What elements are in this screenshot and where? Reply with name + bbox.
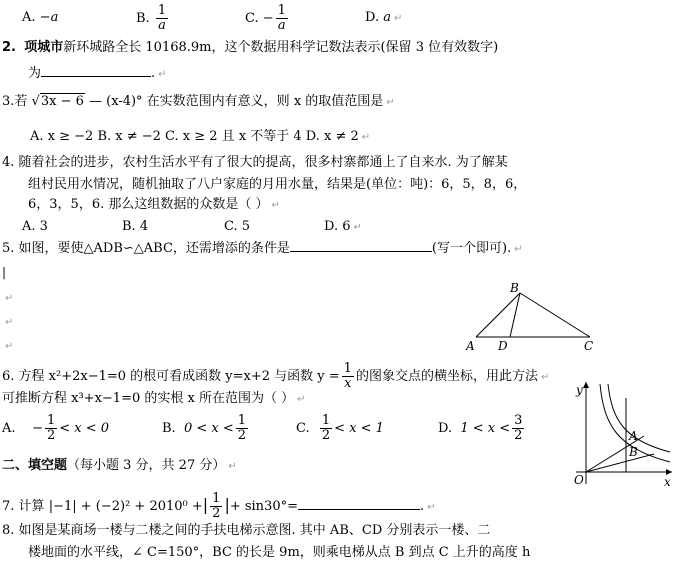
label-x: x: [664, 475, 671, 488]
question-3: 3.若 √3x − 6 — (x-4)° 在实数范围内有意义，则 x 的取值范围是 ↵: [2, 94, 395, 109]
label-b: B: [629, 445, 638, 459]
question-4-option-b: B. 4: [122, 219, 149, 234]
q1-option-d: D. a ↵: [365, 10, 403, 25]
question-2-line2: 为 . ↵: [28, 63, 167, 83]
question-6-option-c: C. $\frac{1}{2}$ < x < 1: [296, 413, 384, 443]
curve-2: [608, 384, 670, 452]
answer-blank-5[interactable]: [290, 238, 432, 252]
answer-blank-2[interactable]: [41, 63, 151, 77]
question-4-line3: 6，3，5，6. 那么这组数据的众数是（ ） ↵: [28, 197, 280, 212]
label-b: B: [510, 281, 519, 295]
y-axis-arrow: [583, 382, 589, 388]
question-4-line1: 4. 随着社会的进步，农村生活水平有了很大的提高，很多村寨都通上了自来水. 为了解某: [2, 155, 508, 170]
question-8-line2: 楼地面的水平线，∠ C=150°，BC 的长是 9m，则乘电梯从点 B 到点 C 上升的高度 h: [28, 545, 531, 560]
question-6-option-d: D. 1 < x < $\frac{3}{2}$: [438, 413, 523, 443]
label-a: A: [466, 339, 475, 353]
q1-option-a: A. −a: [22, 10, 59, 25]
function-graph-figure: [560, 378, 676, 488]
label-a: A: [629, 429, 638, 443]
question-6-line1: 6. 方程 x²+2x−1=0 的根可看成函数 y=x+2 与函数 y = $\frac{1}{x}$ 的图象交点的横坐标，用此方法 ↵: [2, 361, 550, 391]
question-2-line1: 2. 项城市新环城路全长 10168.9m，这个数据用科学记数法表示(保留 3 位有效数字): [2, 40, 499, 55]
question-5: 5. 如图，要使△ADB∽△ABC，还需增添的条件是 (写一个即可). ↵: [2, 238, 523, 258]
sqrt-sign: √: [31, 94, 40, 109]
segment-bd: [510, 293, 520, 337]
answer-blank-7[interactable]: [298, 496, 420, 510]
label-o: O: [574, 473, 584, 487]
para-mark: ↵: [5, 317, 14, 328]
question-6-line2: 可推断方程 x³+x−1=0 的实根 x 所在范围为（ ） ↵: [2, 391, 306, 406]
side-bc: [520, 293, 590, 337]
question-4-option-d: D. 6 ↵: [324, 219, 362, 234]
label-c: C: [584, 339, 594, 353]
para-mark: ↵: [5, 293, 14, 304]
question-4-line2: 组村民用水情况，随机抽取了八户家庭的月用水量，结果是(单位：吨)：6，5，8，6，: [28, 177, 527, 192]
triangle-figure: [462, 278, 612, 354]
label-y: y: [576, 383, 583, 397]
question-4-option-a: A. 3: [22, 219, 48, 234]
section-2-heading: 二、填空题（每小题 3 分，共 27 分） ↵: [2, 458, 237, 473]
side-ab: [476, 293, 520, 337]
cursor-mark: |: [2, 265, 7, 279]
question-6-option-b: B. 0 < x < $\frac{1}{2}$: [162, 413, 247, 443]
line-2: [586, 454, 654, 472]
question-8-line1: 8. 如图是某商场一楼与二楼之间的手扶电梯示意图. 其中 AB、CD 分别表示一楼、二: [2, 523, 491, 538]
q1-option-c: C. − $\frac{1}{a}$: [245, 3, 286, 33]
question-6-option-a: A. − $\frac{1}{2}$ < x < 0: [2, 413, 110, 443]
q1-option-b: B. $\frac{1}{a}$: [136, 3, 167, 33]
question-3-options: A. x ≥ −2 B. x ≠ −2 C. x ≥ 2 且 x 不等于 4 D. x ≠ 2 ↵: [30, 129, 371, 144]
label-d: D: [498, 339, 508, 353]
question-4-option-c: C. 5: [224, 219, 251, 234]
para-mark: ↵: [5, 341, 14, 352]
question-7: 7. 计算 |−1| + (−2)² + 2010⁰ +| $\frac{1}{2}$ |+ sin30°= . ↵: [2, 491, 436, 521]
